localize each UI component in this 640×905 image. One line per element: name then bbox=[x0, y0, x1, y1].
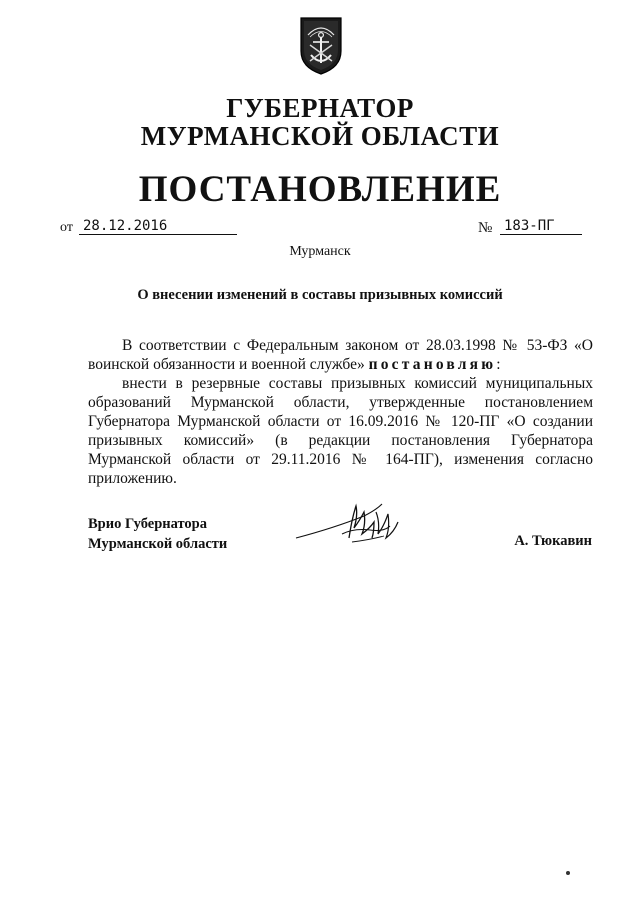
document-number: 183-ПГ bbox=[500, 218, 582, 235]
document-body bbox=[88, 336, 593, 488]
body-paragraph-1 bbox=[88, 336, 593, 374]
issuer-title-line2: МУРМАНСКОЙ ОБЛАСТИ bbox=[140, 121, 500, 151]
signatory-position bbox=[88, 514, 227, 554]
signatory-name: А. Тюкавин bbox=[514, 533, 592, 549]
signatory-position-line2: Мурманской области bbox=[88, 536, 228, 552]
document-date: 28.12.2016 bbox=[79, 218, 237, 235]
city-name: Мурманск bbox=[289, 244, 351, 259]
date-number-row bbox=[60, 218, 582, 240]
body-paragraph-1-text: В соответствии с Федеральным законом от 28.03.1998 № 53-ФЗ «О воинской обязанности и военной службе» bbox=[88, 337, 593, 373]
document-type-title: ПОСТАНОВЛЕНИЕ bbox=[138, 169, 502, 210]
issuer-title-line1: ГУБЕРНАТОР bbox=[226, 93, 414, 123]
body-paragraph-2: внести в резервные составы призывных комиссий муниципальных образований Мурманской области, утвержденные постановлением Губернатора Мурманской области от 16.09.2016 № 120-ПГ «О создании призывных комиссий» (в редакции постановления Губернатора Мурманской области от 29.11.2016 № 164-ПГ), изменения согласно приложению. bbox=[88, 375, 593, 487]
body-paragraph-1-colon: : bbox=[496, 356, 501, 373]
signatory-position-line1: Врио Губернатора bbox=[88, 516, 207, 532]
number-label: № bbox=[478, 220, 493, 236]
date-label: от bbox=[60, 220, 73, 235]
decree-word: постановляю bbox=[368, 356, 497, 373]
handwritten-signature-icon bbox=[294, 498, 414, 548]
scan-dot bbox=[566, 871, 570, 875]
coat-of-arms-icon bbox=[298, 15, 344, 75]
document-subject: О внесении изменений в составы призывных комиссий bbox=[137, 287, 503, 303]
